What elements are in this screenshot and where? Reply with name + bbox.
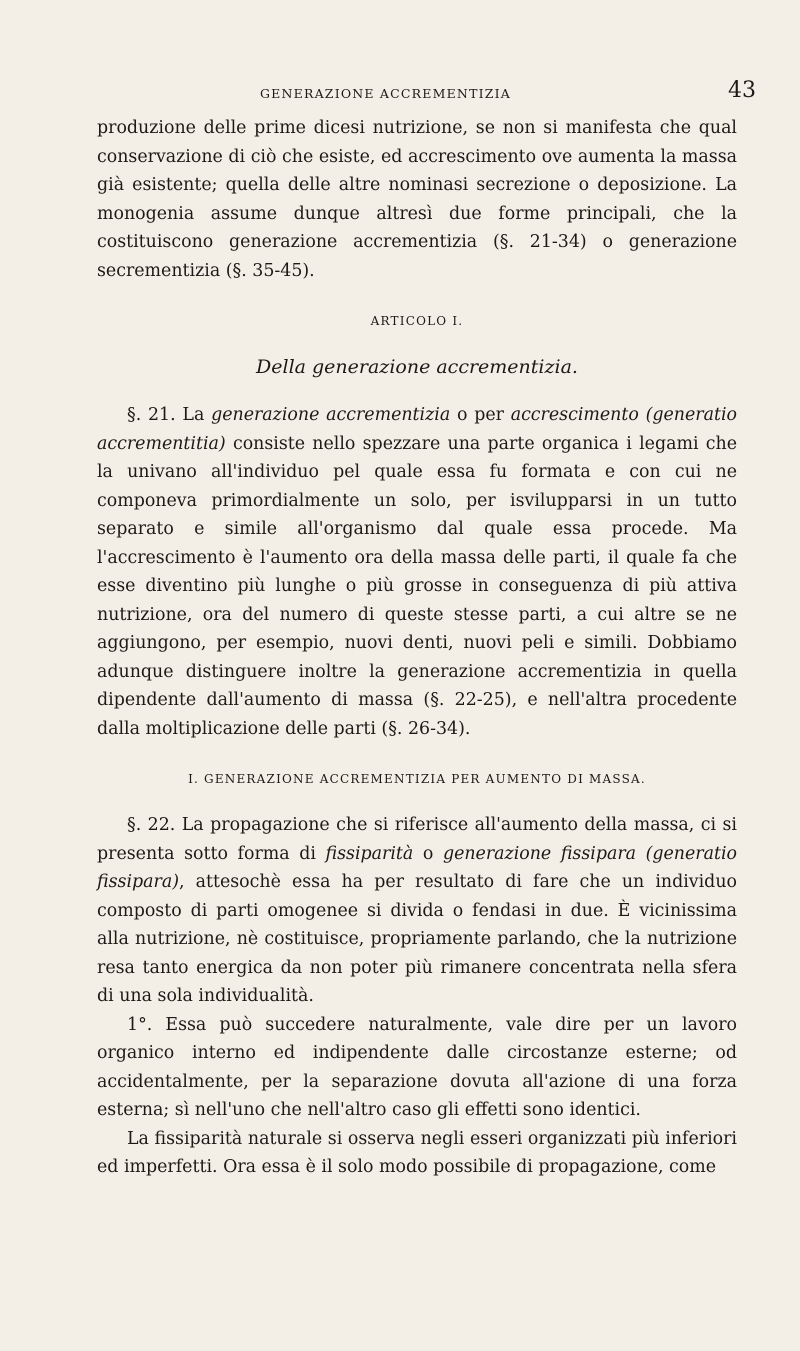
term-accrescimento: accrescimento (generatio accrementitia) — [97, 405, 737, 454]
term-generazione-fissipara: generazione fissipara (generatio fissipara) — [97, 843, 738, 892]
section-22-lead: §. 22. La propagazione che si riferisce all'aumento della massa, ci si presenta sotto forma di — [97, 815, 737, 864]
paragraph-section-21 — [97, 401, 737, 743]
section-22-text: , attesochè essa ha per resultato di fare che un individuo composto di parti omogenee si divida o fendasi in due. È vicinissima alla nutrizione, nè costituisce, propriamente parlando, che la nutrizione resa tanto energica da non poter più rimanere concentrata nella sfera di una sola individualità. — [97, 872, 737, 1006]
paragraph-section-22 — [97, 811, 737, 1011]
section-21-text: consiste nello spezzare una parte organica i legami che la univano all'individuo pel quale essa fu formata e con cui ne componeva primordialmente un solo, per isvilupparsi in un tutto separato e simile all'organismo dal quale essa procede. Ma l'accrescimento è l'aumento ora della massa delle parti, il quale fa che esse diventino più lunghe o più grosse in conseguenza di più attiva nutrizione, ora del numero di queste stesse parti, a cui altre se ne aggiungono, per esempio, nuovi denti, nuovi peli e simili. Dobbiamo adunque distinguere inoltre la generazione accrementizia in quella dipendente dall'aumento di massa (§. 22-25), e nell'altra procedente dalla moltiplicazione delle parti (§. 26-34). — [97, 433, 737, 739]
section-21-lead: §. 21. La — [127, 405, 212, 425]
page-body — [97, 114, 737, 1182]
section-21-connector: o per — [450, 405, 511, 425]
article-heading: ARTICOLO I. — [370, 314, 464, 328]
running-head: GENERAZIONE ACCREMENTIZIA — [260, 86, 511, 101]
term-generazione-accrementizia: generazione accrementizia — [211, 405, 451, 425]
subsection-heading: I. GENERAZIONE ACCREMENTIZIA PER AUMENTO DI MASSA. — [188, 772, 646, 786]
page-header — [0, 78, 800, 108]
article-title: Della generazione accrementizia. — [256, 356, 578, 378]
paragraph-continuation: produzione delle prime dicesi nutrizione, se non si manifesta che qual conservazione di ciò che esiste, ed accrescimento ove aumenta la massa già esistente; quella delle altre nominasi secrezione o deposizione. La monogenia assume dunque altresì due forme principali, che la costituiscono generazione accrementizia (§. 21-34) o generazione secrementizia (§. 35-45). — [97, 118, 737, 281]
term-fissiparita: fissiparità — [325, 843, 414, 864]
paragraph-fissiparita-naturale: La fissiparità naturale si osserva negli esseri organizzati più inferiori ed imperfetti. Ora essa è il solo modo possibile di propagazione, come — [97, 1128, 737, 1177]
paragraph-point-1: 1°. Essa può succedere naturalmente, vale dire per un lavoro organico interno ed indipendente dalle circostanze esterne; od accidentalmente, per la separazione dovuta all'azione di una forza esterna; sì nell'uno che nell'altro caso gli effetti sono identici. — [97, 1014, 737, 1120]
page-number: 43 — [728, 78, 756, 103]
section-22-connector: o — [413, 843, 443, 864]
